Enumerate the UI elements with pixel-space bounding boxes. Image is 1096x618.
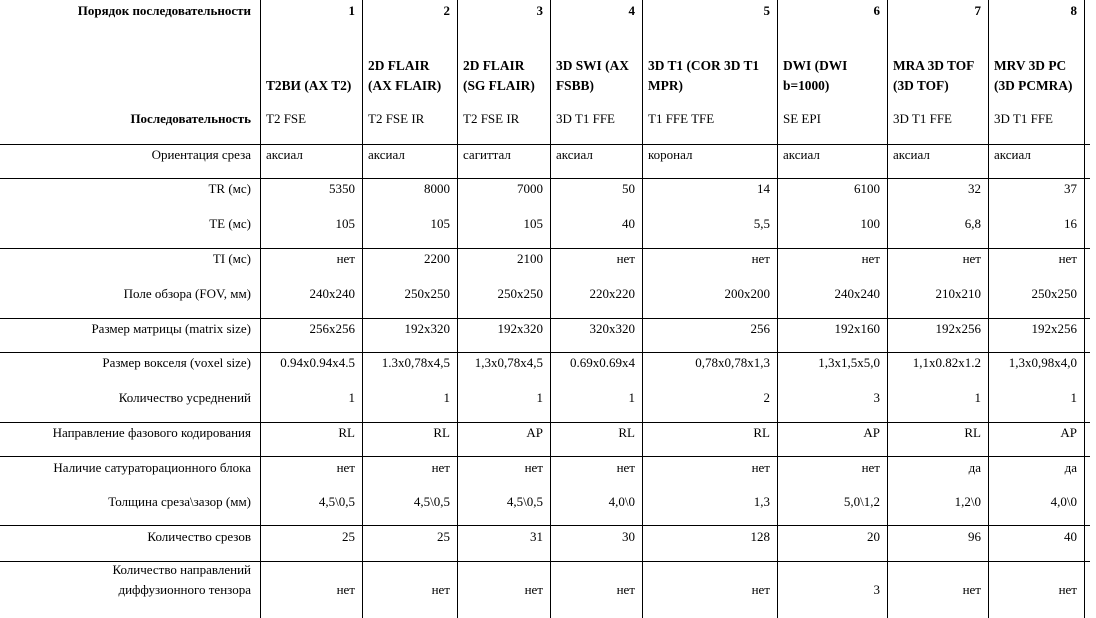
row-label: Размер матрицы (matrix size) (91, 321, 251, 336)
table-cell: 105 (335, 216, 355, 231)
table-cell: 1 (974, 390, 981, 405)
table-cell: да (968, 460, 981, 475)
table-cell: 25 (437, 529, 450, 544)
sequence-type: T2 FSE IR (463, 111, 520, 126)
table-cell: нет (616, 582, 635, 597)
row-divider (0, 178, 1090, 179)
table-cell: 2100 (517, 251, 543, 266)
table-cell: 1 (536, 390, 543, 405)
table-cell: 256x256 (309, 321, 355, 336)
row-label: Количество срезов (147, 529, 251, 544)
table-cell: 128 (750, 529, 770, 544)
row-label: Наличие сатураторационного блока (53, 460, 251, 475)
table-cell: нет (616, 460, 635, 475)
table-cell: 250x250 (497, 286, 543, 301)
table-cell: 37 (1064, 181, 1077, 196)
table-cell: аксиал (994, 147, 1031, 162)
table-cell: 1 (443, 390, 450, 405)
table-cell: аксиал (893, 147, 930, 162)
table-cell: 4,5\0,5 (506, 494, 543, 509)
table-cell: нет (524, 582, 543, 597)
table-cell: 25 (342, 529, 355, 544)
sequence-type: SE EPI (783, 111, 821, 126)
table-cell: RL (618, 425, 635, 440)
column-number: 5 (763, 3, 770, 18)
row-divider (0, 144, 1090, 145)
table-cell: нет (1058, 251, 1077, 266)
row-divider (0, 318, 1090, 319)
table-cell: 1.3x0,78x4,5 (381, 355, 450, 370)
table-cell: 320x320 (589, 321, 635, 336)
table-cell: нет (751, 251, 770, 266)
table-cell: 30 (622, 529, 635, 544)
table-cell: нет (751, 582, 770, 597)
table-cell: 5350 (329, 181, 355, 196)
row-divider (0, 248, 1090, 249)
table-cell: 16 (1064, 216, 1077, 231)
table-cell: нет (616, 251, 635, 266)
table-cell: RL (964, 425, 981, 440)
table-cell: RL (338, 425, 355, 440)
row-label: Размер вокселя (voxel size) (102, 355, 251, 370)
table-cell: 20 (867, 529, 880, 544)
table-cell: 4,5\0,5 (318, 494, 355, 509)
table-cell: нет (336, 251, 355, 266)
table-cell: 32 (968, 181, 981, 196)
sequence-name: 2D FLAIR (SG FLAIR) (463, 58, 535, 93)
table-cell: нет (336, 582, 355, 597)
row-divider (0, 352, 1090, 353)
table-cell: 210x210 (935, 286, 981, 301)
row-label: Поле обзора (FOV, мм) (123, 286, 251, 301)
sequence-type: 3D T1 FFE (556, 111, 615, 126)
column-number: 2 (443, 3, 450, 18)
table-cell: сагиттал (463, 147, 511, 162)
table-cell: нет (431, 460, 450, 475)
table-cell: нет (962, 251, 981, 266)
row-label: Толщина среза\зазор (мм) (108, 494, 251, 509)
row-label: Количество направлений диффузионного тензора (112, 562, 251, 597)
table-cell: 0.69x0.69x4 (570, 355, 635, 370)
sequence-name: 3D T1 (COR 3D T1 MPR) (648, 58, 760, 93)
sequence-type: T2 FSE (266, 111, 307, 126)
table-cell: 250x250 (1031, 286, 1077, 301)
table-cell: 200x200 (724, 286, 770, 301)
table-cell: 256 (750, 321, 770, 336)
row-divider (0, 422, 1090, 423)
table-cell: 50 (622, 181, 635, 196)
table-cell: 240x240 (834, 286, 880, 301)
column-number: 6 (873, 3, 880, 18)
table-cell: RL (753, 425, 770, 440)
table-cell: 4,5\0,5 (413, 494, 450, 509)
row-label: Количество усреднений (118, 390, 251, 405)
table-cell: коронал (648, 147, 693, 162)
column-number: 4 (628, 3, 635, 18)
table-cell: нет (751, 460, 770, 475)
table-cell: 1,2\0 (954, 494, 981, 509)
sequence-type: 3D T1 FFE (893, 111, 952, 126)
row-label: Ориентация среза (151, 147, 251, 162)
table-cell: 1,3 (753, 494, 770, 509)
table-cell: 192x256 (935, 321, 981, 336)
row-label: TR (мс) (208, 181, 251, 196)
table-cell: 192x320 (497, 321, 543, 336)
sequence-type: T1 FFE TFE (648, 111, 715, 126)
table-cell: нет (1058, 582, 1077, 597)
sequence-name: MRA 3D TOF (3D TOF) (893, 58, 974, 93)
table-cell: аксиал (368, 147, 405, 162)
sequence-name: MRV 3D PC (3D PCMRA) (994, 58, 1073, 93)
table-cell: 0.94x0.94x4.5 (280, 355, 355, 370)
table-cell: AP (1060, 425, 1077, 440)
table-cell: AP (863, 425, 880, 440)
sequence-label: Последовательность (130, 111, 251, 126)
table-cell: 250x250 (404, 286, 450, 301)
row-label: Направление фазового кодирования (52, 425, 251, 440)
table-cell: 192x320 (404, 321, 450, 336)
table-cell: 1,1x0.82x1.2 (912, 355, 981, 370)
row-label: TE (мс) (209, 216, 251, 231)
table-cell: 105 (523, 216, 543, 231)
table-cell: аксиал (556, 147, 593, 162)
column-number: 3 (536, 3, 543, 18)
table-cell: 220x220 (589, 286, 635, 301)
sequence-type: 3D T1 FFE (994, 111, 1053, 126)
table-cell: 40 (622, 216, 635, 231)
table-cell: 14 (757, 181, 770, 196)
table-cell: нет (431, 582, 450, 597)
table-cell: 1,3x0,78x4,5 (474, 355, 543, 370)
table-cell: 3 (873, 390, 880, 405)
table-cell: нет (336, 460, 355, 475)
column-number: 1 (348, 3, 355, 18)
table-cell: 105 (430, 216, 450, 231)
table-cell: 4,0\0 (608, 494, 635, 509)
table-cell: нет (524, 460, 543, 475)
sequence-name: T2ВИ (AX T2) (266, 78, 352, 93)
table-cell: аксиал (783, 147, 820, 162)
table-cell: да (1064, 460, 1077, 475)
table-cell: 240x240 (309, 286, 355, 301)
table-cell: 3 (873, 582, 880, 597)
sequence-name: DWI (DWI b=1000) (783, 58, 848, 93)
table-cell: нет (861, 460, 880, 475)
table-cell: 0,78x0,78x1,3 (695, 355, 770, 370)
table-cell: аксиал (266, 147, 303, 162)
table-cell: 6100 (854, 181, 880, 196)
row-divider (0, 525, 1090, 526)
table-cell: AP (526, 425, 543, 440)
order-label: Порядок последовательности (77, 3, 251, 18)
table-cell: 1 (1070, 390, 1077, 405)
table-cell: 1 (348, 390, 355, 405)
table-cell: нет (962, 582, 981, 597)
sequence-type: T2 FSE IR (368, 111, 425, 126)
table-cell: 2200 (424, 251, 450, 266)
table-cell: 5,5 (753, 216, 770, 231)
table-cell: 192x160 (834, 321, 880, 336)
table-cell: 1 (628, 390, 635, 405)
table-cell: 5,0\1,2 (843, 494, 880, 509)
sequence-name: 3D SWI (AX FSBB) (556, 58, 629, 93)
table-cell: 7000 (517, 181, 543, 196)
sequence-name: 2D FLAIR (AX FLAIR) (368, 58, 442, 93)
table-cell: 100 (860, 216, 880, 231)
table-cell: 4,0\0 (1050, 494, 1077, 509)
row-divider (0, 456, 1090, 457)
table-cell: 31 (530, 529, 543, 544)
table-cell: 192x256 (1031, 321, 1077, 336)
column-number: 8 (1070, 3, 1077, 18)
table-cell: нет (861, 251, 880, 266)
table-cell: 2 (763, 390, 770, 405)
table-cell: 40 (1064, 529, 1077, 544)
table-cell: 1,3x0,98x4,0 (1008, 355, 1077, 370)
row-label: TI (мс) (212, 251, 251, 266)
table-cell: RL (433, 425, 450, 440)
column-number: 7 (974, 3, 981, 18)
table-cell: 1,3x1,5x5,0 (818, 355, 880, 370)
table-cell: 8000 (424, 181, 450, 196)
table-cell: 96 (968, 529, 981, 544)
table-cell: 6,8 (964, 216, 981, 231)
